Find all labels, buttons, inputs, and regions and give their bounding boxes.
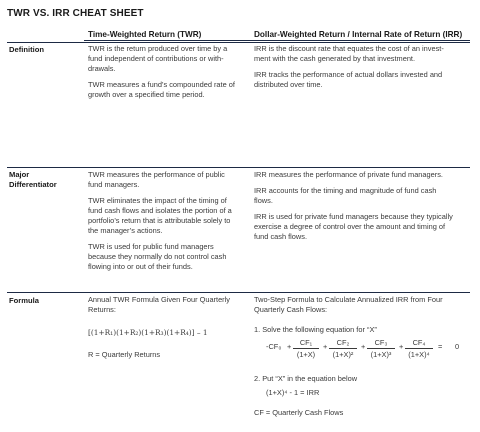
irr-eq-term-1-num: CF₁ (299, 338, 313, 347)
irr-step-2: 2. Put “X” in the equation below (254, 374, 358, 383)
page-title: TWR VS. IRR CHEAT SHEET (7, 8, 144, 19)
differentiator-irr-p1-line1: IRR measures the performance of private fund managers. (254, 170, 443, 179)
irr-formula-intro-line2: Quarterly Cash Flows: (254, 305, 328, 314)
row-label-differentiator-line1: Major (9, 170, 30, 179)
definition-twr-p1-line3: drawals. (88, 64, 116, 73)
row-label-definition: Definition (9, 45, 45, 54)
irr-eq-term-4-num: CF₄ (412, 338, 426, 347)
differentiator-twr-p3-line1: TWR is used for public fund managers (88, 242, 214, 251)
row-divider-differentiator (7, 167, 470, 168)
twr-formula: [(1+R₁)(1+R₂)(1+R₃)(1+R₄)] – 1 (88, 328, 208, 337)
definition-irr-p2-line1: IRR tracks the performance of actual dollars invested and (254, 70, 443, 79)
twr-formula-intro-line2: Returns: (88, 305, 116, 314)
irr-cf-note: CF = Quarterly Cash Flows (254, 408, 344, 417)
definition-irr-text (254, 44, 470, 90)
column-header-irr: Dollar-Weighted Return / Internal Rate of Return (IRR) (254, 30, 463, 39)
irr-eq-term-2-den: (1+X)² (332, 350, 354, 359)
row-label-formula: Formula (9, 296, 39, 305)
definition-twr-p2-line2: growth over a specified time period. (88, 90, 205, 99)
differentiator-twr-p2-line3: portfolio’s return that is attributable solely to (88, 216, 231, 225)
irr-formula-intro-line1: Two-Step Formula to Calculate Annualized IRR from Four (254, 295, 443, 304)
definition-twr-text (88, 44, 250, 100)
differentiator-twr-p2-line1: TWR eliminates the impact of the timing of (88, 196, 227, 205)
row-divider-definition (7, 42, 470, 43)
twr-formula-intro-line1: Annual TWR Formula Given Four Quarterly (88, 295, 230, 304)
irr-eq-plus-1: + (287, 342, 292, 351)
differentiator-twr-p3-line3: flowing into or out of their funds. (88, 262, 193, 271)
definition-irr-p1-line2: ment with the cash generated by that investment. (254, 54, 416, 63)
irr-eq-plus-2: + (323, 342, 328, 351)
irr-eq-lead: -CF₀ (266, 342, 282, 351)
differentiator-twr-p2-line2: fund cash flows and isolates the portion of a (88, 206, 232, 215)
differentiator-twr-p2-line4: the manager’s actions. (88, 226, 163, 235)
differentiator-irr-p3-line1: IRR is used for private fund managers because they typically (254, 212, 453, 221)
header-rule (84, 40, 470, 41)
differentiator-twr-p3-line2: because they normally do not control cash (88, 252, 227, 261)
irr-eq-term-3-num: CF₃ (374, 338, 388, 347)
irr-eq-plus-4: + (399, 342, 404, 351)
irr-eq-term-2 (329, 338, 357, 359)
definition-irr-p1-line1: IRR is the discount rate that equates the cost of an invest- (254, 44, 444, 53)
irr-eq-term-1 (293, 338, 319, 359)
formula-twr-text (88, 295, 250, 315)
row-divider-formula (7, 292, 470, 293)
definition-twr-p2-line1: TWR measures a fund’s compounded rate of (88, 80, 235, 89)
row-label-differentiator (9, 170, 57, 189)
differentiator-twr-p1-line1: TWR measures the performance of public (88, 170, 225, 179)
irr-eq-term-1-den: (1+X) (296, 350, 316, 359)
irr-eq-term-1-bar (293, 348, 319, 349)
differentiator-twr-p1-line2: fund managers. (88, 180, 140, 189)
definition-twr-p1-line1: TWR is the return produced over time by a (88, 44, 228, 53)
irr-eq-term-3 (367, 338, 395, 359)
row-label-differentiator-line2: Differentiator (9, 179, 57, 189)
irr-eq-term-3-den: (1+X)³ (370, 350, 392, 359)
irr-eq-equals: = (438, 342, 443, 351)
irr-eq-term-2-bar (329, 348, 357, 349)
differentiator-irr-p3-line3: fund cash flows. (254, 232, 307, 241)
irr-step-2-formula: (1+X)⁴ - 1 = IRR (266, 388, 320, 397)
irr-eq-term-4 (405, 338, 433, 359)
irr-eq-zero: 0 (455, 342, 460, 351)
formula-irr-intro (254, 295, 470, 315)
irr-eq-term-4-bar (405, 348, 433, 349)
irr-eq-term-2-num: CF₂ (336, 338, 350, 347)
differentiator-irr-text (254, 170, 470, 242)
differentiator-irr-p3-line2: exercise a degree of control over the amount and timing of (254, 222, 446, 231)
differentiator-twr-text (88, 170, 250, 272)
definition-irr-p2-line2: distributed over time. (254, 80, 323, 89)
definition-twr-p1-line2: fund independent of contributions or with- (88, 54, 224, 63)
irr-eq-term-3-bar (367, 348, 395, 349)
irr-step-1: 1. Solve the following equation for “X” (254, 325, 377, 334)
irr-eq-term-4-den: (1+X)⁴ (408, 350, 430, 359)
differentiator-irr-p2-line1: IRR accounts for the timing and magnitude of fund cash (254, 186, 437, 195)
differentiator-irr-p2-line2: flows. (254, 196, 273, 205)
twr-formula-note: R = Quarterly Returns (88, 350, 161, 359)
irr-eq-plus-3: + (361, 342, 366, 351)
column-header-twr: Time-Weighted Return (TWR) (88, 30, 202, 39)
